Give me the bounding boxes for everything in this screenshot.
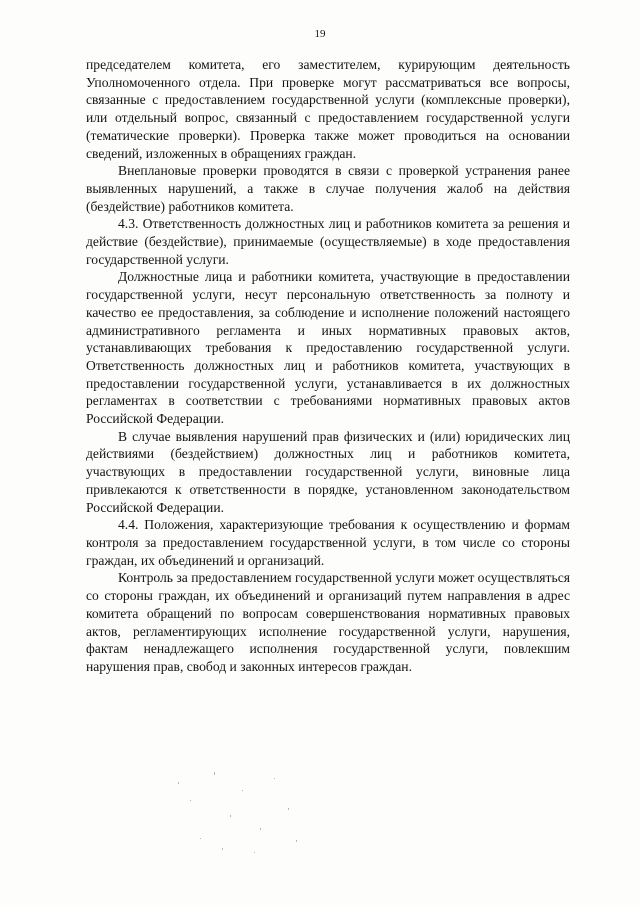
page-number: 19 — [314, 28, 326, 40]
paragraph-continued: председателем комитета, его заместителем, курирующим деятельность Уполномоченного отдела. При проверке могут рассматриваться все вопросы, связанные с предоставлением государственной услуги (комплексные проверки), или отдельный вопрос, связанный с предоставлением государственной услуги (тематические проверки). Проверка также может проводиться на основании сведений, изложенных в обращениях граждан. — [86, 57, 570, 161]
section-heading-4-4: 4.4. Положения, характеризующие требования к осуществлению и формам контроля за предоставлением государственной услуги, в том числе со стороны граждан, их объединений и организаций. — [86, 517, 570, 568]
paragraph-personal-responsibility: Должностные лица и работники комитета, участвующие в предоставлении государственной услуги, несут персональную ответственность за полноту и качество ее предоставления, за соблюдение и исполнение положений настоящего административного регламента и иных нормативных правовых актов, устанавливающих требования к предоставлению государственной услуги. Ответственность должностных лиц и работников комитета, участвующих в предоставлении государственной услуги, устанавливается в их должностных регламентах в соответствии с требованиями нормативных правовых актов Российской Федерации. — [86, 269, 570, 427]
section-heading-4-3: 4.3. Ответственность должностных лиц и работников комитета за решения и действие (бездействие), принимаемые (осуществляемые) в ходе предоставления государственной услуги. — [86, 216, 570, 267]
paragraph-citizen-control: Контроль за предоставлением государственной услуги может осуществляться со стороны граждан, их объединений и организаций путем направления в адрес комитета обращений по вопросам совершенствования нормативных правовых актов, регламентирующих исполнение государственной услуги, нарушения, фактам ненадлежащего исполнения государственной услуги, повлекшим нарушения прав, свобод и законных интересов граждан. — [86, 570, 570, 674]
scan-noise — [170, 760, 310, 860]
paragraph-unscheduled-checks: Внеплановые проверки проводятся в связи с проверкой устранения ранее выявленных нарушений, а также в случае получения жалоб на действия (бездействие) работников комитета. — [86, 163, 570, 214]
paragraph-violations: В случае выявления нарушений прав физических и (или) юридических лиц действиями (бездействием) должностных лиц и работников комитета, участвующих в предоставлении государственной услуги, виновные лица привлекаются к ответственности в порядке, установленном законодательством Российской Федерации. — [86, 428, 570, 515]
document-body — [86, 56, 570, 676]
